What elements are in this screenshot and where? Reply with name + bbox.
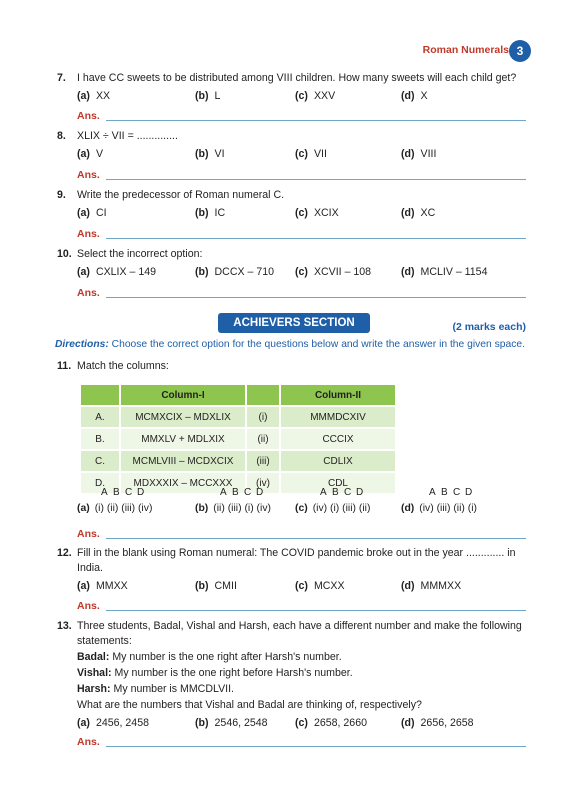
option-b[interactable]: (b) L (195, 90, 221, 102)
question-number: 9. (57, 189, 66, 201)
answer-line[interactable] (106, 746, 526, 747)
question-number: 10. (57, 248, 72, 260)
question-text: Write the predecessor of Roman numeral C. (77, 189, 285, 201)
option-a[interactable]: (a) XX (77, 90, 111, 102)
marks-note: (2 marks each) (452, 321, 526, 333)
statement-badal: Badal: My number is the one right after Harsh's number. (77, 651, 342, 663)
table-header-row (80, 384, 396, 406)
option-b[interactable]: (b) 2546, 2548 (195, 717, 268, 729)
statement-vishal: Vishal: My number is the one right before Harsh's number. (77, 667, 353, 679)
option-d[interactable]: (d) 2656, 2658 (401, 717, 474, 729)
option-d[interactable]: (d) (iv) (iii) (ii) (i) (401, 503, 477, 514)
directions: Directions: Choose the correct option for the questions below and write the answer in the given space. (55, 339, 525, 350)
abcd-header: A B C D (320, 487, 364, 498)
q11-options (77, 503, 526, 514)
option-c[interactable]: (c) MCXX (295, 580, 345, 592)
question-13 (57, 619, 532, 732)
question-text: I have CC sweets to be distributed among VIII children. How many sweets will each child get? (77, 72, 517, 84)
answer-label: Ans. (77, 600, 100, 612)
answer-line[interactable] (106, 538, 526, 539)
option-c[interactable]: (c) XCVII – 108 (295, 266, 372, 278)
chapter-title: Roman Numerals (422, 44, 509, 56)
statement-harsh: Harsh: My number is MMCDLVII. (77, 683, 234, 695)
table-row: B. MMXLV + MDLXIX (ii) CCCIX (80, 428, 396, 450)
abcd-header: A B C D (429, 487, 473, 498)
option-d[interactable]: (d) XC (401, 207, 436, 219)
option-c[interactable]: (c) 2658, 2660 (295, 717, 367, 729)
match-table (79, 383, 397, 495)
answer-label: Ans. (77, 528, 100, 540)
question-text: Match the columns: (77, 360, 169, 372)
option-a[interactable]: (a) 2456, 2458 (77, 717, 149, 729)
question-number: 11. (57, 360, 72, 372)
question-number: 8. (57, 130, 66, 142)
answer-label: Ans. (77, 228, 100, 240)
option-b[interactable]: (b) IC (195, 207, 226, 219)
question-text: XLIX ÷ VII = .............. (77, 130, 178, 142)
option-d[interactable]: (d) MCLIV – 1154 (401, 266, 488, 278)
option-b[interactable]: (b) DCCX – 710 (195, 266, 275, 278)
abcd-header: A B C D (101, 487, 145, 498)
option-c[interactable]: (c) XCIX (295, 207, 339, 219)
question-number: 13. (57, 620, 72, 632)
table-row: A. MCMXCIX – MDXLIX (i) MMMDCXIV (80, 406, 396, 428)
option-d[interactable]: (d) VIII (401, 148, 437, 160)
question-text: Select the incorrect option: (77, 248, 203, 260)
question-number: 7. (57, 72, 66, 84)
option-d[interactable]: (d) X (401, 90, 428, 102)
answer-line[interactable] (106, 297, 526, 298)
question-number: 12. (57, 547, 72, 559)
column-ii-header: Column-II (280, 384, 396, 406)
question-text: Three students, Badal, Vishal and Harsh, each have a different number and make the following statements: (77, 620, 522, 647)
abcd-header: A B C D (220, 487, 264, 498)
page-number-badge: 3 (509, 40, 531, 62)
option-a[interactable]: (a) CI (77, 207, 107, 219)
answer-line[interactable] (106, 120, 526, 121)
option-a[interactable]: (a) MMXX (77, 580, 128, 592)
table-row: D. MDXXXIX – MCCXXX (iv) CDL (80, 472, 396, 494)
answer-label: Ans. (77, 110, 100, 122)
option-d[interactable]: (d) MMMXX (401, 580, 462, 592)
answer-line[interactable] (106, 238, 526, 239)
question-text: Fill in the blank using Roman numeral: The COVID pandemic broke out in the year ............. in India. (77, 547, 516, 574)
achievers-section-heading: ACHIEVERS SECTION (218, 313, 370, 333)
answer-label: Ans. (77, 736, 100, 748)
option-a[interactable]: (a) (i) (ii) (iii) (iv) (77, 503, 153, 514)
answer-line[interactable] (106, 610, 526, 611)
question-11 (57, 359, 532, 374)
option-c[interactable]: (c) XXV (295, 90, 336, 102)
option-c[interactable]: (c) VII (295, 148, 327, 160)
option-b[interactable]: (b) VI (195, 148, 225, 160)
question-8 (57, 129, 532, 163)
option-a[interactable]: (a) CXLIX – 149 (77, 266, 157, 278)
option-c[interactable]: (c) (iv) (i) (iii) (ii) (295, 503, 371, 514)
question-9 (57, 188, 532, 222)
column-i-header: Column-I (120, 384, 246, 406)
question-10 (57, 247, 532, 281)
option-b[interactable]: (b) (ii) (iii) (i) (iv) (195, 503, 271, 514)
question-7 (57, 71, 532, 105)
answer-label: Ans. (77, 169, 100, 181)
answer-label: Ans. (77, 287, 100, 299)
table-row: C. MCMLVIII – MCDXCIX (iii) CDLIX (80, 450, 396, 472)
question-prompt: What are the numbers that Vishal and Badal are thinking of, respectively? (77, 699, 422, 711)
option-b[interactable]: (b) CMII (195, 580, 237, 592)
answer-line[interactable] (106, 179, 526, 180)
question-12 (57, 546, 532, 595)
option-a[interactable]: (a) V (77, 148, 104, 160)
